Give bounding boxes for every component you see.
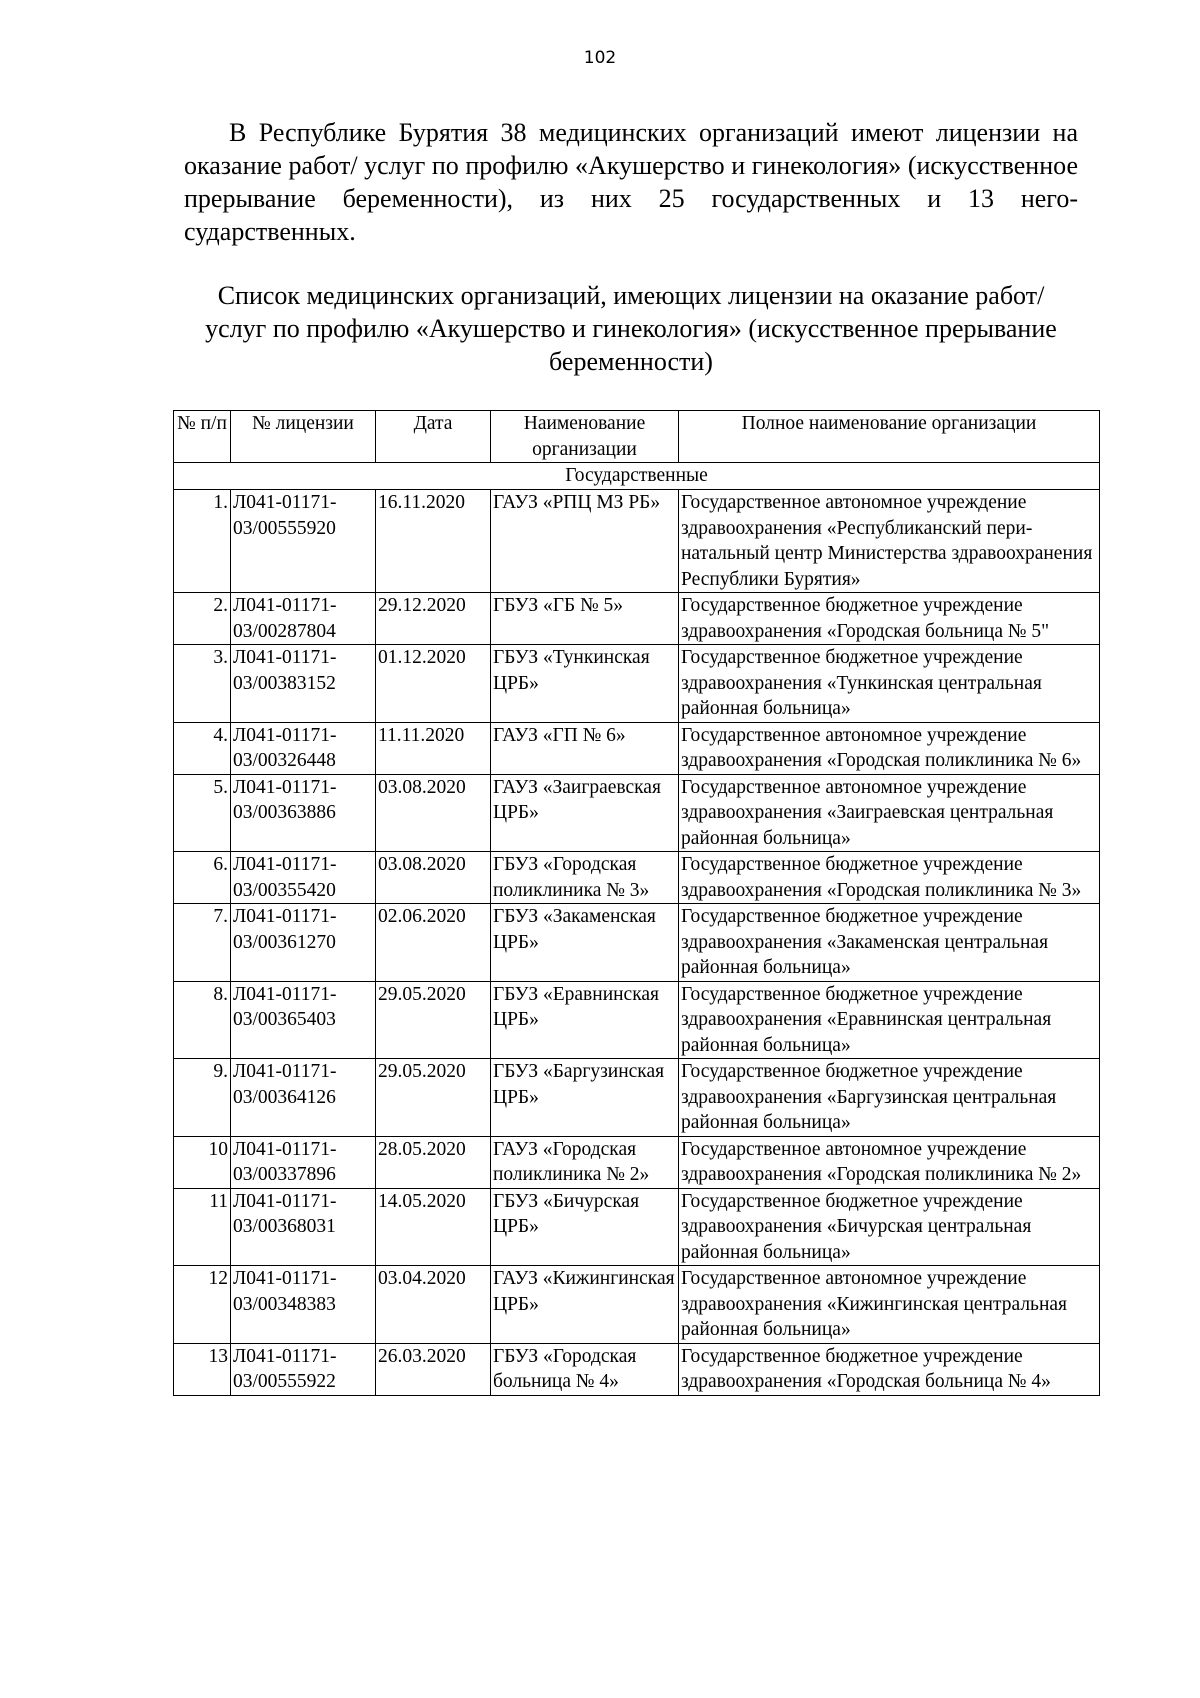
header-date: Дата: [376, 411, 491, 463]
table-row: [174, 645, 1100, 723]
table-row: [174, 1266, 1100, 1344]
table-row: [174, 1136, 1100, 1188]
licenses-table: [173, 410, 1100, 1396]
table-row: [174, 1343, 1100, 1395]
cell-full-name: Государственное автономное учреждение здравоохранения «Городская поликлиника № 6»: [679, 722, 1100, 774]
cell-full-name: Государственное автономное учреждение здравоохранения «Заиграевская центральная районная больница»: [679, 774, 1100, 852]
cell-date: 28.05.2020: [376, 1136, 491, 1188]
cell-date: 16.11.2020: [376, 490, 491, 593]
cell-full-name: Государственное автономное учреждение здравоохранения «Кижингинская центральная районная больница»: [679, 1266, 1100, 1344]
cell-license: Л041-01171-03/00365403: [231, 981, 376, 1059]
cell-full-name: Государственное бюджетное учреждение здравоохранения «Городская поликлиника № 3»: [679, 852, 1100, 904]
page-number: 102: [583, 48, 617, 68]
section-row: [174, 463, 1100, 490]
cell-org-name: ГБУЗ «Городская больница № 4»: [491, 1343, 679, 1395]
table-row: [174, 1188, 1100, 1266]
cell-full-name: Государственное бюджетное учреждение здравоохранения «Бичурская центральная районная больница»: [679, 1188, 1100, 1266]
cell-full-name: Государственное бюджетное учреждение здравоохранения «Городская больница № 4»: [679, 1343, 1100, 1395]
cell-num: 1.: [174, 490, 231, 593]
cell-date: 29.05.2020: [376, 981, 491, 1059]
cell-full-name: Государственное автономное учреждение здравоохранения «Республиканский перинатальный центр Министерства здравоохранения Республики Бурятия»: [679, 490, 1100, 593]
cell-num: 3.: [174, 645, 231, 723]
cell-license: Л041-01171-03/00287804: [231, 593, 376, 645]
table-row: [174, 1059, 1100, 1137]
cell-date: 26.03.2020: [376, 1343, 491, 1395]
cell-full-name: Государственное бюджетное учреждение здравоохранения «Закаменская центральная районная больница»: [679, 904, 1100, 982]
cell-num: 11: [174, 1188, 231, 1266]
cell-org-name: ГБУЗ «Городская поликлиника № 3»: [491, 852, 679, 904]
cell-full-name: Государственное бюджетное учреждение здравоохранения «Еравнинская центральная районная больница»: [679, 981, 1100, 1059]
header-name: Наименование организации: [491, 411, 679, 463]
table-row: [174, 490, 1100, 593]
cell-date: 11.11.2020: [376, 722, 491, 774]
cell-full-name: Государственное автономное учреждение здравоохранения «Городская поликлиника № 2»: [679, 1136, 1100, 1188]
cell-license: Л041-01171-03/00383152: [231, 645, 376, 723]
cell-org-name: ГБУЗ «Тункинская ЦРБ»: [491, 645, 679, 723]
cell-date: 03.04.2020: [376, 1266, 491, 1344]
cell-org-name: ГБУЗ «Баргузинская ЦРБ»: [491, 1059, 679, 1137]
cell-org-name: ГБУЗ «Еравнинская ЦРБ»: [491, 981, 679, 1059]
cell-org-name: ГБУЗ «Бичурская ЦРБ»: [491, 1188, 679, 1266]
cell-date: 02.06.2020: [376, 904, 491, 982]
cell-date: 29.05.2020: [376, 1059, 491, 1137]
cell-license: Л041-01171-03/00555920: [231, 490, 376, 593]
table-body: [174, 463, 1100, 1396]
cell-date: 01.12.2020: [376, 645, 491, 723]
list-title: Список медицинских организаций, имеющих лицензии на оказание работ/ услуг по профилю «Акушерство и гинекология» (искусственное прерывание беременности): [205, 281, 1057, 376]
table-row: [174, 904, 1100, 982]
cell-num: 5.: [174, 774, 231, 852]
table-row: [174, 774, 1100, 852]
cell-org-name: ГБУЗ «ГБ № 5»: [491, 593, 679, 645]
cell-license: Л041-01171-03/00361270: [231, 904, 376, 982]
cell-num: 6.: [174, 852, 231, 904]
header-full-name: Полное наименование организации: [679, 411, 1100, 463]
cell-license: Л041-01171-03/00364126: [231, 1059, 376, 1137]
cell-org-name: ГАУЗ «Кижингинская ЦРБ»: [491, 1266, 679, 1344]
cell-num: 2.: [174, 593, 231, 645]
section-title: Государственные: [174, 463, 1100, 490]
cell-license: Л041-01171-03/00363886: [231, 774, 376, 852]
table-header-row: [174, 411, 1100, 463]
cell-license: Л041-01171-03/00337896: [231, 1136, 376, 1188]
cell-full-name: Государственное бюджетное учреждение здравоохранения «Городская больница № 5": [679, 593, 1100, 645]
cell-license: Л041-01171-03/00348383: [231, 1266, 376, 1344]
cell-date: 03.08.2020: [376, 852, 491, 904]
cell-full-name: Государственное бюджетное учреждение здравоохранения «Тункинская центральная районная больница»: [679, 645, 1100, 723]
cell-num: 9.: [174, 1059, 231, 1137]
cell-num: 4.: [174, 722, 231, 774]
cell-org-name: ГАУЗ «Городская поликлиника № 2»: [491, 1136, 679, 1188]
intro-paragraph: В Республике Бурятия 38 медицинских организаций имеют лицензии на оказание работ/ услуг по профилю «Акушерство и гинекология» (искусственное прерывание беременности), из них 25 государственных и 13 негосударственных.: [184, 118, 1078, 246]
table-row: [174, 593, 1100, 645]
cell-org-name: ГБУЗ «Закаменская ЦРБ»: [491, 904, 679, 982]
cell-org-name: ГАУЗ «ГП № 6»: [491, 722, 679, 774]
cell-num: 8.: [174, 981, 231, 1059]
cell-license: Л041-01171-03/00555922: [231, 1343, 376, 1395]
header-license: № лицензии: [231, 411, 376, 463]
cell-num: 10: [174, 1136, 231, 1188]
cell-num: 7.: [174, 904, 231, 982]
table-row: [174, 852, 1100, 904]
cell-license: Л041-01171-03/00355420: [231, 852, 376, 904]
cell-full-name: Государственное бюджетное учреждение здравоохранения «Баргузинская центральная районная больница»: [679, 1059, 1100, 1137]
cell-license: Л041-01171-03/00368031: [231, 1188, 376, 1266]
table-row: [174, 981, 1100, 1059]
cell-date: 03.08.2020: [376, 774, 491, 852]
cell-license: Л041-01171-03/00326448: [231, 722, 376, 774]
header-num: № п/п: [174, 411, 231, 463]
cell-num: 12: [174, 1266, 231, 1344]
cell-date: 14.05.2020: [376, 1188, 491, 1266]
cell-org-name: ГАУЗ «РПЦ МЗ РБ»: [491, 490, 679, 593]
cell-num: 13: [174, 1343, 231, 1395]
table-row: [174, 722, 1100, 774]
cell-date: 29.12.2020: [376, 593, 491, 645]
cell-org-name: ГАУЗ «Заиграевская ЦРБ»: [491, 774, 679, 852]
